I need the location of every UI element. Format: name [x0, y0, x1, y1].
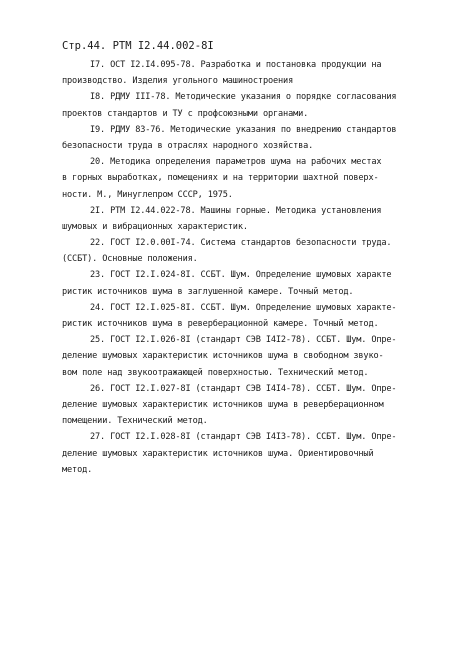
reference-line: деление шумовых характеристик источников шума в реверберационном: [62, 399, 384, 410]
reference-line: 2I. РТМ I2.44.022-78. Машины горные. Методика установления: [90, 205, 382, 216]
reference-line: 24. ГОСТ I2.I.025-8I. ССБТ. Шум. Определение шумовых характе-: [90, 302, 397, 313]
reference-item-20: [62, 154, 460, 203]
reference-line: I7. ОСТ I2.I4.095-78. Разработка и постановка продукции на: [90, 60, 382, 70]
reference-line: помещении. Технический метод.: [62, 416, 208, 427]
reference-item-18: [62, 89, 460, 121]
reference-line: вом поле над звукоотражающей поверхностью. Технический метод.: [62, 367, 369, 378]
reference-line: ности. М., Минуглепром СССР, 1975.: [62, 189, 233, 200]
reference-list: [62, 57, 460, 478]
reference-item-27: [62, 429, 460, 478]
reference-item-19: [62, 122, 460, 154]
reference-line: в горных выработках, помещениях и на территории шахтной поверх-: [62, 173, 379, 184]
reference-line: безопасности труда в отраслях народного хозяйства.: [62, 140, 314, 151]
reference-line: 27. ГОСТ I2.I.028-8I (стандарт СЭВ I4I3-78). ССБТ. Шум. Опре-: [90, 432, 397, 443]
reference-line: деление шумовых характеристик источников шума. Ориентировочный: [62, 448, 374, 459]
reference-line: (ССБТ). Основные положения.: [62, 254, 198, 265]
reference-item-21: [62, 203, 460, 235]
reference-item-22: [62, 235, 460, 267]
reference-line: 22. ГОСТ I2.0.00I-74. Система стандартов безопасности труда.: [90, 238, 392, 249]
reference-line: I9. РДМУ 83-76. Методические указания по внедрению стандартов: [90, 124, 397, 135]
reference-line: 26. ГОСТ I2.I.027-8I (стандарт СЭВ I4I4-78). ССБТ. Шум. Опре-: [90, 383, 397, 394]
reference-line: метод.: [62, 464, 93, 475]
reference-item-24: [62, 300, 460, 332]
reference-line: 25. ГОСТ I2.I.026-8I (стандарт СЭВ I4I2-78). ССБТ. Шум. Опре-: [90, 335, 397, 346]
reference-line: 20. Методика определения параметров шума на рабочих местах: [90, 157, 382, 168]
reference-line: шумовых и вибрационных характеристик.: [62, 221, 248, 232]
reference-line: ристик источников шума в заглушенной камере. Точный метод.: [62, 286, 354, 297]
reference-item-23: [62, 267, 460, 299]
reference-item-26: [62, 381, 460, 430]
reference-line: проектов стандартов и ТУ с профсоюзными органами.: [62, 108, 309, 119]
reference-line: деление шумовых характеристик источников шума в свободном звуко-: [62, 351, 384, 362]
page-header: Стр.44. РТМ I2.44.002-8I: [62, 40, 214, 52]
reference-line: 23. ГОСТ I2.I.024-8I. ССБТ. Шум. Определение шумовых характе: [90, 270, 392, 281]
reference-item-25: [62, 332, 460, 381]
reference-line: ристик источников шума в реверберационной камере. Точный метод.: [62, 319, 379, 329]
reference-item-17: [62, 57, 460, 89]
reference-line: производство. Изделия угольного машиностроения: [62, 76, 294, 87]
reference-line: I8. РДМУ III-78. Методические указания о порядке согласования: [90, 92, 397, 103]
